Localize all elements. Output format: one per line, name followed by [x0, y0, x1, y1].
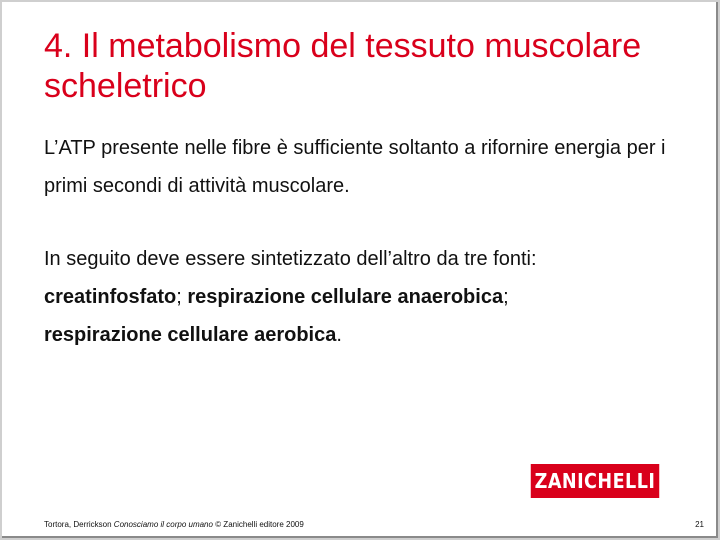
- sources-intro: In seguito deve essere sintetizzato dell’altro da tre fonti:: [44, 248, 537, 270]
- paragraph-sources: [44, 240, 684, 354]
- separator: ;: [176, 286, 188, 308]
- separator: ;: [503, 286, 509, 308]
- footer-book-title: Conosciamo il corpo umano: [113, 520, 213, 529]
- paragraph-atp: L’ATP presente nelle fibre è sufficiente soltanto a rifornire energia per i primi secondi di attività muscolare.: [44, 137, 666, 197]
- source-aerobic: respirazione cellulare aerobica: [44, 324, 337, 346]
- source-creatinfosfato: creatinfosfato: [44, 286, 177, 308]
- sentence-end: .: [336, 324, 342, 346]
- slide: [2, 2, 718, 538]
- footer-credit: [44, 520, 304, 529]
- zanichelli-logo: ZANICHELLI: [531, 464, 659, 498]
- slide-title: 4. Il metabolismo del tessuto muscolare scheletrico: [44, 27, 642, 105]
- page-number: 21: [695, 520, 704, 529]
- footer-publisher: © Zanichelli editore 2009: [212, 520, 304, 529]
- source-anaerobic: respirazione cellulare anaerobica: [187, 286, 504, 308]
- footer-authors: Tortora, Derrickson: [44, 520, 114, 529]
